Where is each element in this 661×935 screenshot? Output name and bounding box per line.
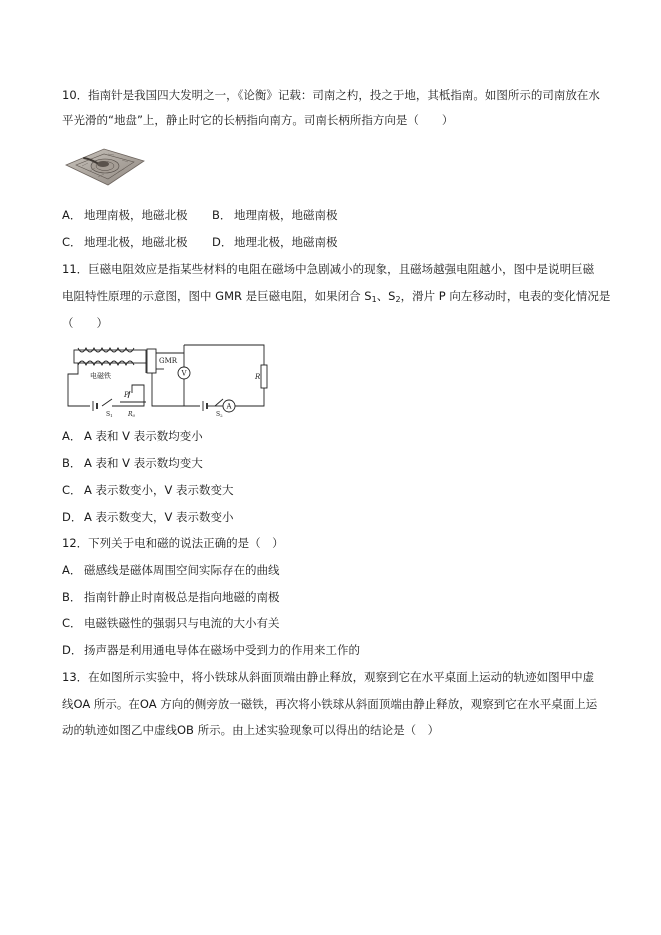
ammeter-label: A bbox=[226, 402, 232, 411]
q11-option-b[interactable]: B． A 表和 V 表示数均变大 bbox=[62, 456, 203, 470]
q13-stem-line3: 动的轨迹如图乙中虚线OB 所示。由上述实验现象可以得出的结论是（ ） bbox=[62, 723, 440, 737]
q12-option-b[interactable]: B． 指南针静止时南极总是指向地磁的南极 bbox=[62, 590, 280, 604]
q12-option-c[interactable]: C． 电磁铁磁性的强弱只与电流的大小有关 bbox=[62, 616, 280, 630]
q12-option-d[interactable]: D． 扬声器是利用通电导体在磁场中受到力的作用来工作的 bbox=[62, 643, 360, 657]
s1-label: S1 bbox=[106, 411, 113, 418]
r0-label: R0 bbox=[128, 411, 136, 418]
q11-stem-line3: （ ） bbox=[62, 316, 108, 330]
q13-stem-line2: 线OA 所示。在OA 方向的侧旁放一磁铁，再次将小铁球从斜面顶端由静止释放，观察到它在水平桌面上运 bbox=[62, 697, 598, 711]
q13-stem-line1: 13．在如图所示实验中，将小铁球从斜面顶端由静止释放，观察到它在水平桌面上运动的轨迹如图甲中虚 bbox=[62, 670, 595, 684]
q10-option-b[interactable]: B． 地理南极，地磁南极 bbox=[212, 208, 338, 222]
q11-stem-line1: 11．巨磁电阻效应是指某些材料的电阻在磁场中急剧减小的现象，且磁场越强电阻越小，图中是说明巨磁 bbox=[62, 262, 595, 276]
sinan-compass-figure bbox=[64, 145, 146, 187]
q10-stem-line1: 10．指南针是我国四大发明之一，《论衡》记载：司南之杓，投之于地，其柢指南。如图所示的司南放在水 bbox=[62, 88, 600, 102]
q10-option-c[interactable]: C． 地理北极，地磁北极 bbox=[62, 235, 188, 249]
gmr-label: GMR bbox=[159, 357, 178, 365]
electromagnet-label: 电磁铁 bbox=[90, 372, 111, 380]
q11-option-c[interactable]: C． A 表示数变小，V 表示数变大 bbox=[62, 483, 234, 497]
q10-stem-line2: 平光滑的“地盘”上，静止时它的长柄指向南方。司南长柄所指方向是（ ） bbox=[62, 113, 454, 127]
q11-option-a[interactable]: A． A 表和 V 表示数均变小 bbox=[62, 429, 203, 443]
q10-option-d[interactable]: D． 地理北极，地磁南极 bbox=[212, 235, 338, 249]
q11-stem-line2: 电阻特性原理的示意图，图中 GMR 是巨磁电阻，如果闭合 $S_1$、$S_2$，滑片 P 向左移动时，电表的变化情况是 bbox=[62, 289, 611, 304]
slider-label: P bbox=[124, 391, 129, 399]
q10-option-a[interactable]: A． 地理南极，地磁北极 bbox=[62, 208, 188, 222]
q12-stem: 12．下列关于电和磁的说法正确的是（ ） bbox=[62, 536, 284, 550]
resistor-label: R bbox=[255, 373, 261, 381]
q11-option-d[interactable]: D． A 表示数变大，V 表示数变小 bbox=[62, 510, 234, 524]
voltmeter-label: V bbox=[181, 369, 187, 378]
gmr-circuit-figure bbox=[60, 343, 272, 418]
s2-label: S2 bbox=[216, 411, 223, 418]
q12-option-a[interactable]: A． 磁感线是磁体周围空间实际存在的曲线 bbox=[62, 563, 280, 577]
